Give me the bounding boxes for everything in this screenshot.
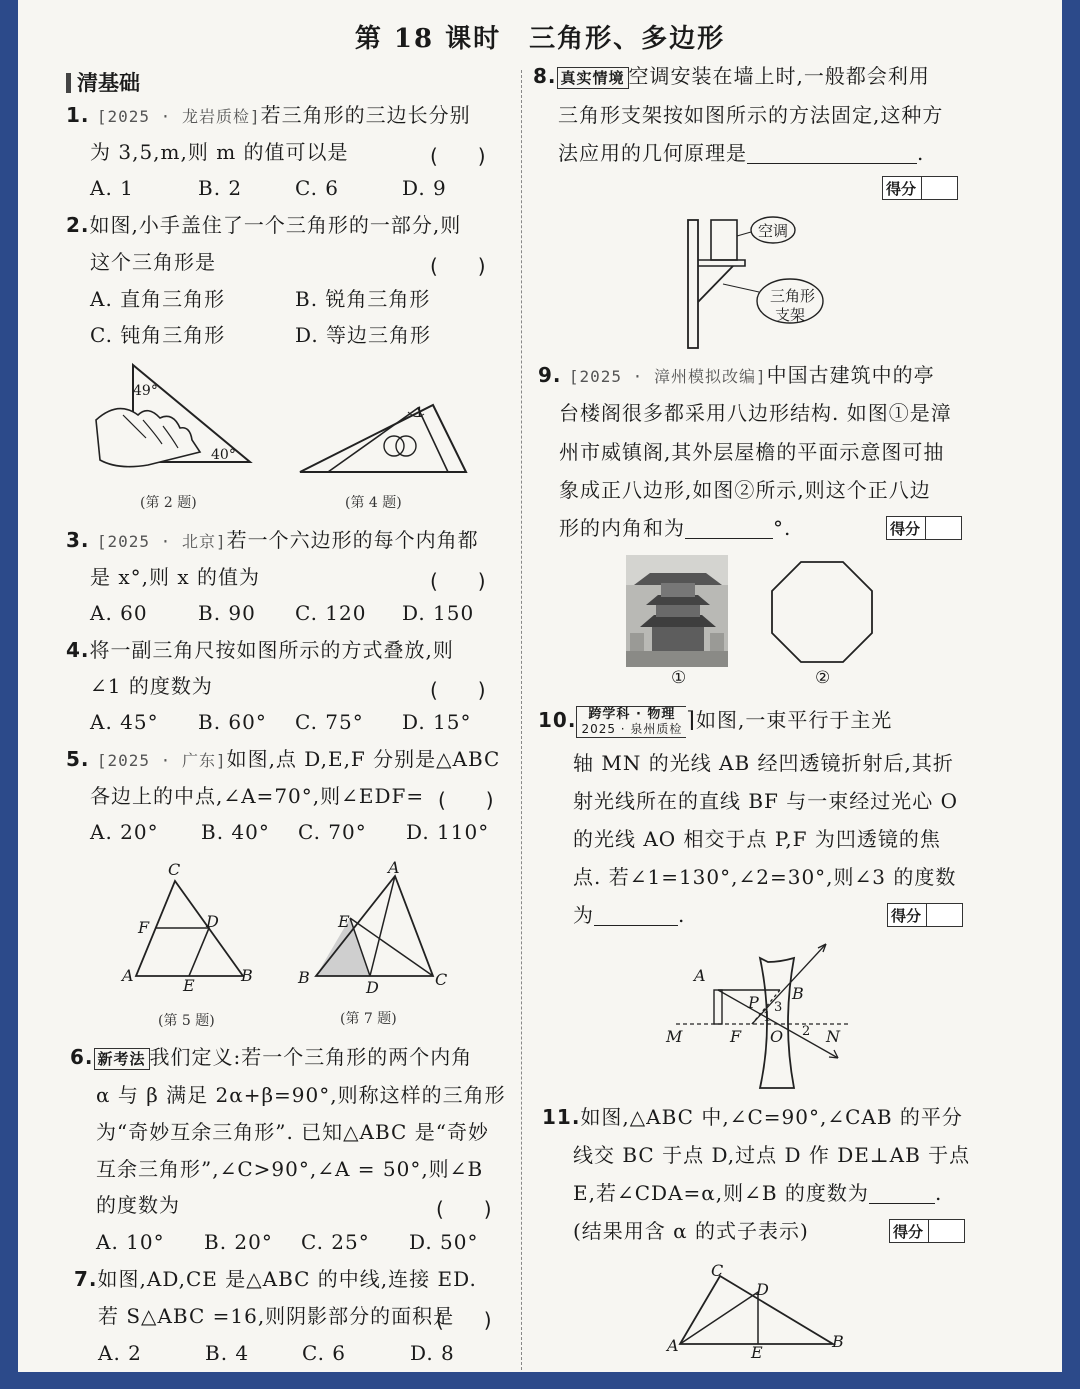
section-heading — [66, 67, 140, 97]
q2-option-b: B. 锐角三角形 — [295, 287, 431, 311]
q11-answer-blank[interactable] — [869, 1183, 935, 1204]
q6-text3: 为“奇妙互余三角形”. 已知△ABC 是“奇妙 — [96, 1120, 489, 1144]
fig2-caption: (第 2 题) — [140, 495, 197, 511]
fig7-label-d: D — [366, 978, 379, 997]
q7-line1 — [74, 1267, 477, 1291]
fig7-label-a: A — [388, 858, 400, 877]
q3-answer-paren: ( ) — [430, 569, 486, 593]
q6-text4: 互余三角形”,∠C>90°,∠A = 50°,则∠B — [96, 1157, 484, 1181]
figure-4-diagram — [298, 400, 473, 480]
q8-answer-blank[interactable] — [747, 143, 917, 164]
q9-score-label: 得分 — [890, 520, 921, 538]
q1-text2: 为 3,5,m,则 m 的值可以是 — [90, 140, 349, 164]
fig4-caption: (第 4 题) — [345, 495, 402, 511]
q3-option-d: D. 150 — [402, 601, 475, 625]
q10-text4: 的光线 AO 相交于点 P,F 为凹透镜的焦 — [573, 827, 941, 851]
fig5-label-f: F — [138, 918, 150, 937]
q7-text2: 若 S△ABC =16,则阴影部分的面积是 — [98, 1304, 455, 1328]
fig7-label-e: E — [338, 912, 350, 931]
q2-option-d: D. 等边三角形 — [295, 323, 432, 347]
q10-score-label: 得分 — [891, 907, 922, 925]
q11-line3 — [573, 1181, 942, 1205]
q6-text1: 我们定义:若一个三角形的两个内角 — [149, 1045, 473, 1069]
q1-option-a: A. 1 — [90, 176, 134, 200]
q6-option-b: B. 20° — [204, 1230, 273, 1254]
q4-number: 4. — [66, 638, 90, 662]
section-label: 清基础 — [77, 71, 140, 95]
q3-source: [2025 · 北京] — [96, 532, 227, 551]
q9-text5-end: °. — [773, 516, 792, 540]
q7-text1: 如图,AD,CE 是△ABC 的中线,连接 ED. — [97, 1267, 477, 1291]
fig5-label-c: C — [168, 860, 181, 879]
octagon-diagram — [770, 560, 874, 664]
q9-line5 — [559, 516, 791, 540]
q6-number: 6. — [70, 1045, 94, 1069]
q8-text2: 三角形支架按如图所示的方法固定,这种方 — [558, 103, 944, 127]
fig2-angle-49: 49° — [133, 383, 158, 399]
fig10-label-o: O — [770, 1027, 784, 1046]
q11-score-box[interactable] — [889, 1219, 965, 1243]
q6-text2: α 与 β 满足 2α+β=90°,则称这样的三角形 — [96, 1083, 506, 1107]
q8-score-label: 得分 — [886, 180, 917, 198]
q10-text1: 如图,一束平行于主光 — [696, 708, 893, 732]
q5-option-b: B. 40° — [201, 820, 270, 844]
q4-answer-paren: ( ) — [430, 678, 486, 702]
fig11-label-e: E — [751, 1343, 763, 1362]
fig5-label-e: E — [183, 976, 195, 995]
fig5-label-a: A — [122, 966, 134, 985]
fig7-label-c: C — [435, 970, 448, 989]
q8-line3 — [558, 141, 924, 165]
q2-number: 2. — [66, 213, 90, 237]
fig11-label-a: A — [667, 1336, 679, 1355]
fig10-label-f: F — [730, 1027, 742, 1046]
section-bar — [66, 73, 71, 93]
q9-text2: 台楼阁很多都采用八边形结构. 如图①是漳 — [559, 401, 952, 425]
q11-score-label: 得分 — [893, 1223, 924, 1241]
q5-option-d: D. 110° — [406, 820, 490, 844]
q5-number: 5. — [66, 747, 90, 771]
q11-text1: 如图,△ABC 中,∠C=90°,∠CAB 的平分 — [580, 1105, 963, 1129]
q6-option-a: A. 10° — [96, 1230, 165, 1254]
q5-option-a: A. 20° — [90, 820, 159, 844]
q8-score-box[interactable] — [882, 176, 958, 200]
q6-tag: 新考法 — [94, 1048, 150, 1070]
q10-answer-blank[interactable] — [594, 905, 678, 926]
q1-number: 1. — [66, 103, 90, 127]
q8-line1 — [533, 64, 930, 89]
q1-line1 — [66, 103, 471, 129]
figure-7-diagram — [313, 873, 438, 978]
fig7-caption: (第 7 题) — [340, 1011, 397, 1027]
q5-line1 — [66, 747, 500, 773]
q6-text5: 的度数为 — [96, 1193, 180, 1217]
q4-text1: 将一副三角尺按如图所示的方式叠放,则 — [89, 638, 454, 662]
q10-tag-source: 2025 · 泉州质检 — [581, 722, 683, 736]
fig9-label-2: ② — [815, 668, 831, 688]
fig4-angle-1: 1 — [415, 405, 424, 421]
q10-tag — [576, 706, 686, 738]
q9-text5: 形的内角和为 — [559, 516, 685, 540]
fig9-label-1: ① — [671, 668, 687, 688]
q3-option-c: C. 120 — [295, 601, 367, 625]
q11-text2: 线交 BC 于点 D,过点 D 作 DE⊥AB 于点 — [573, 1143, 971, 1167]
q1-source: [2025 · 龙岩质检] — [96, 107, 261, 126]
figure-5-diagram — [133, 878, 248, 978]
q10-number: 10. — [538, 708, 577, 732]
q11-text3-end: . — [934, 1181, 943, 1205]
q6-answer-paren: ( ) — [436, 1197, 492, 1221]
q2-option-a: A. 直角三角形 — [90, 287, 226, 311]
fig2-angle-40: 40° — [211, 447, 236, 463]
fig10-label-a: A — [694, 966, 706, 985]
q3-option-b: B. 90 — [198, 601, 256, 625]
q3-number: 3. — [66, 528, 90, 552]
q7-option-b: B. 4 — [205, 1341, 250, 1365]
q7-option-a: A. 2 — [98, 1341, 142, 1365]
fig7-label-b: B — [298, 968, 310, 987]
q8-text3: 法应用的几何原理是 — [558, 141, 747, 165]
q6-option-c: C. 25° — [301, 1230, 370, 1254]
q5-text1: 如图,点 D,E,F 分别是△ABC — [226, 747, 501, 771]
q2-text2: 这个三角形是 — [90, 250, 216, 274]
q4-option-a: A. 45° — [90, 710, 159, 734]
figure-2-diagram — [88, 360, 268, 475]
q3-text1: 若一个六边形的每个内角都 — [226, 528, 479, 552]
q4-line1 — [66, 638, 454, 662]
q5-option-c: C. 70° — [298, 820, 367, 844]
q8-text3-end: . — [917, 141, 925, 165]
q9-text4: 象成正八边形,如图②所示,则这个正八边 — [559, 478, 931, 502]
q11-text4: (结果用含 α 的式子表示) — [573, 1219, 809, 1243]
q10-text6: 为 — [573, 903, 594, 927]
q3-line1 — [66, 528, 479, 554]
q6-line1 — [70, 1045, 472, 1070]
fig10-angle-3: 3 — [774, 1000, 783, 1015]
q7-number: 7. — [74, 1267, 98, 1291]
worksheet-page — [18, 0, 1062, 1372]
q10-text2: 轴 MN 的光线 AB 经凹透镜折射后,其折 — [573, 751, 954, 775]
q2-text1: 如图,小手盖住了一个三角形的一部分,则 — [89, 213, 462, 237]
q8-number: 8. — [533, 64, 557, 88]
q7-option-c: C. 6 — [302, 1341, 347, 1365]
fig10-label-p: P — [748, 993, 759, 1012]
q4-option-d: D. 15° — [402, 710, 472, 734]
q10-text6-end: . — [678, 903, 686, 927]
fig8-label-ac: 空调 — [758, 222, 789, 240]
fig8-label-bracket2: 支架 — [775, 306, 806, 324]
figure-8-diagram — [683, 212, 823, 350]
q9-text3: 州市威镇阁,其外层屋檐的平面示意图可抽 — [559, 440, 945, 464]
fig10-angle-2: 2 — [802, 1024, 811, 1039]
q2-line1 — [66, 213, 461, 237]
fig5-caption: (第 5 题) — [158, 1013, 215, 1029]
fig11-label-d: D — [756, 1280, 769, 1299]
fig10-label-b: B — [792, 984, 804, 1003]
q10-tag-subject: 跨学科 · 物理 — [588, 707, 676, 722]
q7-answer-paren: ( ) — [436, 1308, 492, 1332]
q3-text2: 是 x°,则 x 的值为 — [90, 565, 260, 589]
q1-option-c: C. 6 — [295, 176, 340, 200]
q5-answer-paren: ( ) — [438, 788, 494, 812]
q11-text3: E,若∠CDA=α,则∠B 的度数为 — [573, 1181, 869, 1205]
fig5-label-d: D — [206, 912, 219, 931]
fig8-label-bracket1: 三角形 — [770, 287, 816, 305]
q10-line1: 10. 跨学科 · 物理 2025 · 泉州质检 ⌉如图,一束平行于主光 — [538, 707, 893, 736]
q7-option-d: D. 8 — [410, 1341, 455, 1365]
fig10-label-m: M — [666, 1027, 683, 1046]
q1-option-b: B. 2 — [198, 176, 243, 200]
q9-line1 — [538, 363, 935, 389]
page-title: 第 18 课时 三角形、多边形 — [354, 24, 726, 54]
q1-text1: 若三角形的三边长分别 — [260, 103, 471, 127]
q11-line1 — [542, 1105, 963, 1129]
q4-option-c: C. 75° — [295, 710, 364, 734]
q2-option-c: C. 钝角三角形 — [90, 323, 226, 347]
q1-option-d: D. 9 — [402, 176, 447, 200]
q9-text1: 中国古建筑中的亭 — [766, 363, 935, 387]
q8-tag: 真实情境 — [557, 67, 629, 89]
column-divider — [521, 70, 522, 1370]
pavilion-photo — [626, 555, 728, 667]
q8-text1: 空调安装在墙上时,一般都会利用 — [628, 64, 930, 88]
q10-score-box[interactable] — [887, 903, 963, 927]
q9-answer-blank[interactable] — [685, 518, 773, 539]
q4-option-b: B. 60° — [198, 710, 267, 734]
q10-line6 — [573, 903, 685, 927]
q5-source: [2025 · 广东] — [96, 751, 227, 770]
q2-answer-paren: ( ) — [430, 254, 486, 278]
q6-option-d: D. 50° — [409, 1230, 479, 1254]
q11-number: 11. — [542, 1105, 581, 1129]
q10-text5: 点. 若∠1=130°,∠2=30°,则∠3 的度数 — [573, 865, 957, 889]
fig10-label-n: N — [826, 1027, 840, 1046]
q9-number: 9. — [538, 363, 562, 387]
fig11-label-b: B — [832, 1332, 844, 1351]
fig11-label-c: C — [711, 1261, 724, 1280]
q9-source: [2025 · 漳州模拟改编] — [568, 367, 767, 386]
q5-text2: 各边上的中点,∠A=70°,则∠EDF= — [90, 784, 425, 808]
q9-score-box[interactable] — [886, 516, 962, 540]
q3-option-a: A. 60 — [90, 601, 148, 625]
fig5-label-b: B — [241, 966, 253, 985]
q1-answer-paren: ( ) — [430, 144, 486, 168]
q4-text2: ∠1 的度数为 — [90, 674, 213, 698]
fig10-angle-1: 1 — [763, 1010, 772, 1025]
q10-text3: 射光线所在的直线 BF 与一束经过光心 O — [573, 789, 959, 813]
